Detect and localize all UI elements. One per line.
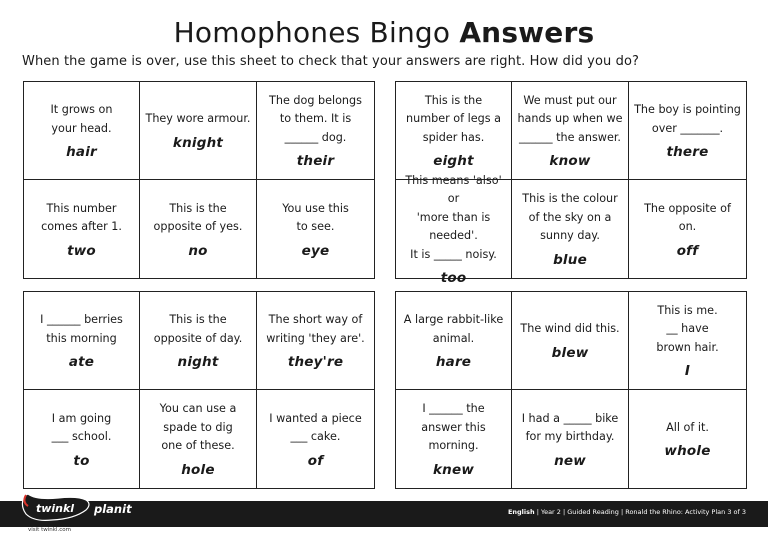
answer-text: hole [181, 461, 215, 478]
clue-text: The boy is pointing over _______. [634, 103, 741, 135]
bingo-cell [24, 390, 140, 488]
site-url[interactable]: visit twinkl.com [28, 527, 71, 533]
footer-subject: English [507, 508, 535, 516]
answer-text: off [676, 242, 699, 259]
clue-text: I ______ the answer this morning. [421, 402, 486, 453]
answer-text: no [188, 242, 208, 259]
clue-text: We must put our hands up when we ______ the answer. [517, 93, 623, 144]
logo-text: twinkl [35, 502, 75, 515]
answer-text: know [549, 153, 591, 170]
planit-brand: planit [94, 502, 132, 516]
bingo-cell [140, 82, 257, 180]
bingo-cell [140, 390, 257, 488]
footer-credit [508, 508, 746, 516]
footer-details: | Year 2 | Guided Reading | Ronald the Rhino: Activity Plan 3 of 3 [536, 508, 746, 516]
bingo-cell [140, 292, 257, 390]
clue-text: All of it. [666, 420, 709, 434]
bingo-cell [24, 180, 140, 278]
answer-text: hare [435, 354, 472, 370]
clue-text: This is the opposite of yes. [153, 201, 243, 233]
clue-text: I wanted a piece ___ cake. [269, 411, 362, 443]
answer-text: there [666, 144, 709, 160]
bingo-cell [257, 82, 374, 180]
bingo-cell [257, 390, 374, 488]
clue-text: This is the colour of the sky on a sunny day. [522, 192, 618, 243]
bingo-cell [396, 292, 512, 390]
answer-text: ate [68, 354, 95, 370]
bingo-cell [257, 292, 374, 390]
clue-text: The opposite of on. [644, 201, 731, 233]
bingo-cell [140, 180, 257, 278]
answer-text: too [440, 270, 467, 287]
twinkl-logo-icon[interactable] [18, 490, 92, 524]
answer-text: two [67, 242, 96, 259]
answer-text: knight [172, 134, 224, 151]
clue-text: The wind did this. [520, 322, 620, 336]
clue-text: The dog belongs to them. It is ______ dog. [269, 93, 362, 144]
bingo-cell [512, 292, 629, 390]
clue-text: They wore armour. [145, 112, 251, 126]
clue-text: This means 'also' or 'more than is needed'. It is _____ noisy. [405, 173, 502, 261]
instructions: When the game is over, use this sheet to check that your answers are right. How did you do? [22, 54, 640, 69]
bingo-cell [629, 292, 746, 390]
clue-text: I ______ berries this morning [40, 313, 123, 345]
bingo-cell [629, 180, 746, 278]
answer-text: whole [664, 443, 711, 460]
clue-text: You use this to see. [282, 201, 349, 233]
clue-text: I had a _____ bike for my birthday. [521, 411, 619, 443]
answer-text: of [307, 452, 324, 469]
bingo-cell [512, 390, 629, 488]
answer-text: eight [433, 153, 474, 170]
bingo-cell [512, 180, 629, 278]
bingo-cell [629, 390, 746, 488]
answer-text: to [73, 452, 90, 469]
bingo-card-1 [23, 81, 375, 279]
bingo-card-3 [23, 291, 375, 489]
clue-text: This number comes after 1. [41, 201, 122, 233]
answer-text: eye [301, 242, 330, 259]
bingo-cell [257, 180, 374, 278]
clue-text: The short way of writing 'they are'. [266, 313, 365, 345]
bingo-cell [512, 82, 629, 180]
answer-text: their [296, 153, 335, 170]
answer-text: blew [551, 344, 589, 361]
clue-text: You can use a spade to dig one of these. [159, 402, 237, 453]
clue-text: A large rabbit-like animal. [403, 313, 504, 345]
bingo-cell [629, 82, 746, 180]
answer-text: night [177, 354, 219, 370]
clue-text: It grows on your head. [50, 103, 113, 135]
answer-text: knew [432, 461, 475, 478]
answer-text: I [684, 363, 691, 380]
bingo-cell [396, 390, 512, 488]
answer-text: hair [66, 144, 97, 160]
answer-text: blue [553, 251, 587, 268]
answer-text: they're [287, 354, 344, 370]
bingo-card-4 [395, 291, 747, 489]
answer-text: new [554, 452, 586, 469]
clue-text: I am going ___ school. [51, 411, 112, 443]
title-main: Homophones Bingo [173, 16, 451, 49]
clue-text: This is me. __ have brown hair. [656, 303, 719, 354]
bingo-cell [24, 292, 140, 390]
bingo-card-2 [395, 81, 747, 287]
bingo-cell [396, 82, 512, 180]
title-bold: Answers [459, 16, 595, 49]
clue-text: This is the opposite of day. [153, 313, 243, 345]
bingo-cell [396, 173, 512, 287]
page-title [0, 16, 768, 49]
bingo-cell [24, 82, 140, 180]
clue-text: This is the number of legs a spider has. [406, 93, 501, 144]
